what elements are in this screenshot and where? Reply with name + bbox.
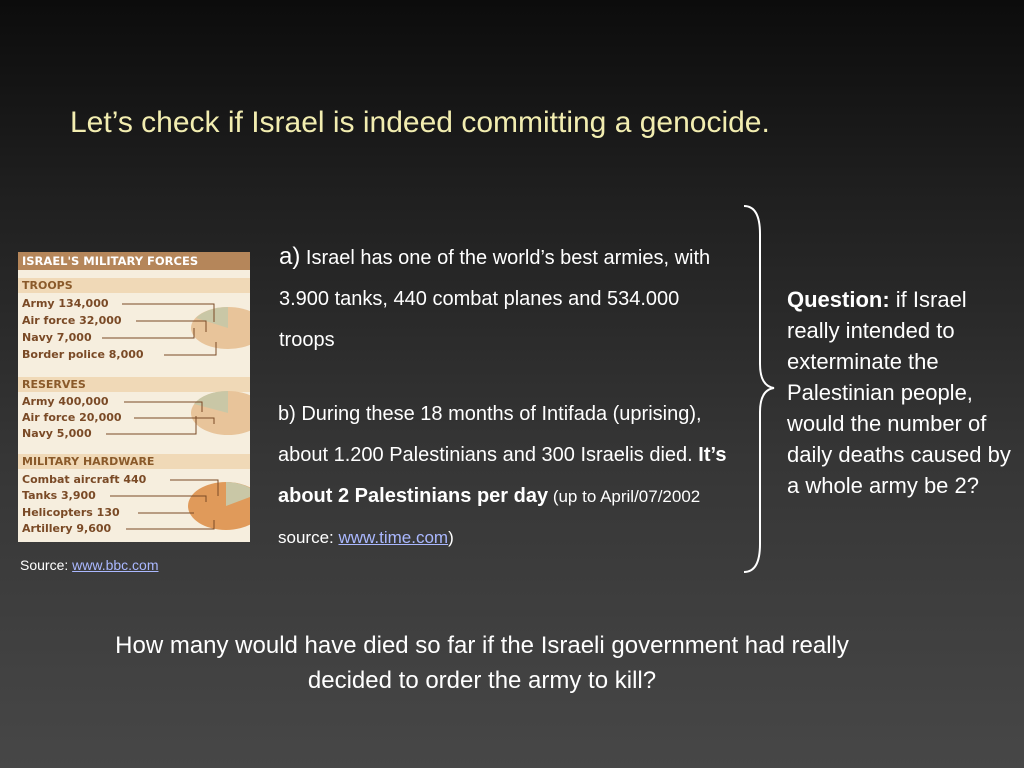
infographic-row: Combat aircraft 440 [22,473,147,486]
infographic-section-troops: TROOPS [18,278,250,293]
infographic-row: Army 134,000 [22,297,109,310]
para-a-text: Israel has one of the world’s best armies, with 3.900 tanks, 440 combat planes and 534.000 troops [279,247,711,351]
source-bbc [20,557,159,573]
time-link[interactable]: www.time.com [338,528,449,547]
infographic-row: Navy 5,000 [22,427,92,440]
source-prefix: Source: [20,557,73,573]
military-forces-infographic [18,252,250,542]
infographic-row: Air force 32,000 [22,314,122,327]
question-label: Question: [787,287,890,312]
paragraph-b [278,394,728,558]
infographic-header: ISRAEL'S MILITARY FORCES [18,252,250,270]
infographic-pie-charts [18,252,250,542]
infographic-row: Tanks 3,900 [22,489,96,502]
infographic-row: Air force 20,000 [22,411,122,424]
infographic-section-reserves: RESERVES [18,377,250,392]
question-text: if Israel really intended to exterminate the Palestinian people, would the number of daily deaths caused by a whole army be 2? [787,287,1011,498]
para-b-small: (up to April/07/2002 source: [278,487,701,547]
infographic-section-hardware: MILITARY HARDWARE [18,454,250,469]
infographic-row: Artillery 9,600 [22,522,112,535]
infographic-row: Helicopters 130 [22,506,120,519]
para-b-bold: It’s about 2 Palestinians per day [278,444,727,507]
bbc-link[interactable]: www.bbc.com [72,557,159,573]
bottom-question: How many would have died so far if the Israeli government had really decided to order the army to kill? [115,632,849,694]
para-a-lead: a) [279,243,301,270]
para-b-close: ) [448,528,454,547]
question-box [787,284,1017,501]
para-b-text: b) During these 18 months of Intifada (uprising), about 1.200 Palestinians and 300 Israelis died. [278,403,702,466]
slide-title: Let’s check if Israel is indeed committing a genocide. [70,106,770,139]
infographic-row: Army 400,000 [22,395,109,408]
paragraph-a [279,236,719,361]
infographic-row: Border police 8,000 [22,348,144,361]
infographic-row: Navy 7,000 [22,331,92,344]
curly-brace [738,204,778,576]
